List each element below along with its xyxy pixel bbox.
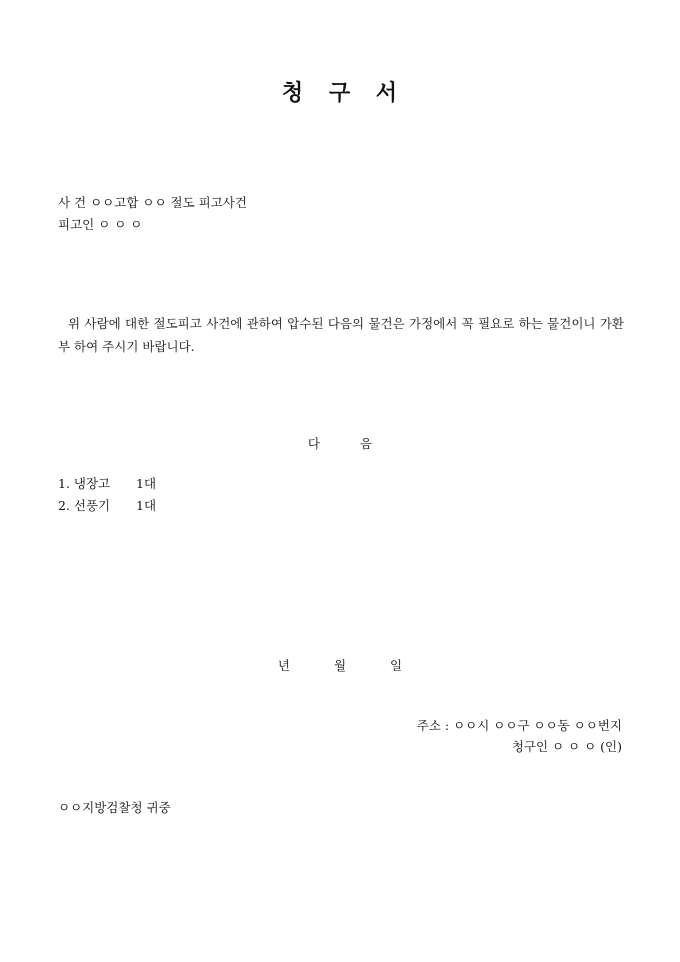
items-heading-char-2: 음 bbox=[359, 436, 373, 451]
title-char-1: 청 bbox=[281, 80, 305, 106]
item-label: 2. 선풍기 bbox=[58, 498, 111, 513]
items-heading bbox=[0, 434, 680, 452]
items-heading-char-1: 다 bbox=[307, 436, 320, 451]
list-item bbox=[58, 496, 157, 514]
item-label: 1. 냉장고 bbox=[58, 476, 111, 491]
date-day: 일 bbox=[390, 658, 403, 673]
defendant-line: 피고인 ㅇ ㅇ ㅇ bbox=[58, 217, 143, 232]
address-line: 주소 : ㅇㅇ시 ㅇㅇ구 ㅇㅇ동 ㅇㅇ번지 bbox=[416, 718, 622, 733]
document-title bbox=[0, 76, 680, 107]
item-quantity: 1대 bbox=[136, 476, 157, 491]
list-item bbox=[58, 474, 157, 492]
case-line: 사 건 ㅇㅇ고합 ㅇㅇ 절도 피고사건 bbox=[58, 195, 247, 210]
item-quantity: 1대 bbox=[136, 498, 157, 513]
request-paragraph: 위 사람에 대한 절도피고 사건에 관하여 압수된 다음의 물건은 가정에서 꼭 필요로 하는 물건이니 가환부 하여 주시기 바랍니다. bbox=[58, 316, 624, 354]
claimant-line: 청구인 ㅇ ㅇ ㅇ (인) bbox=[511, 739, 622, 754]
date-line bbox=[0, 656, 680, 674]
date-year: 년 bbox=[277, 658, 290, 673]
title-char-3: 서 bbox=[375, 80, 399, 106]
date-month: 월 bbox=[333, 658, 347, 673]
addressee: ㅇㅇ지방검찰청 귀중 bbox=[58, 800, 171, 815]
title-char-2: 구 bbox=[328, 80, 352, 106]
